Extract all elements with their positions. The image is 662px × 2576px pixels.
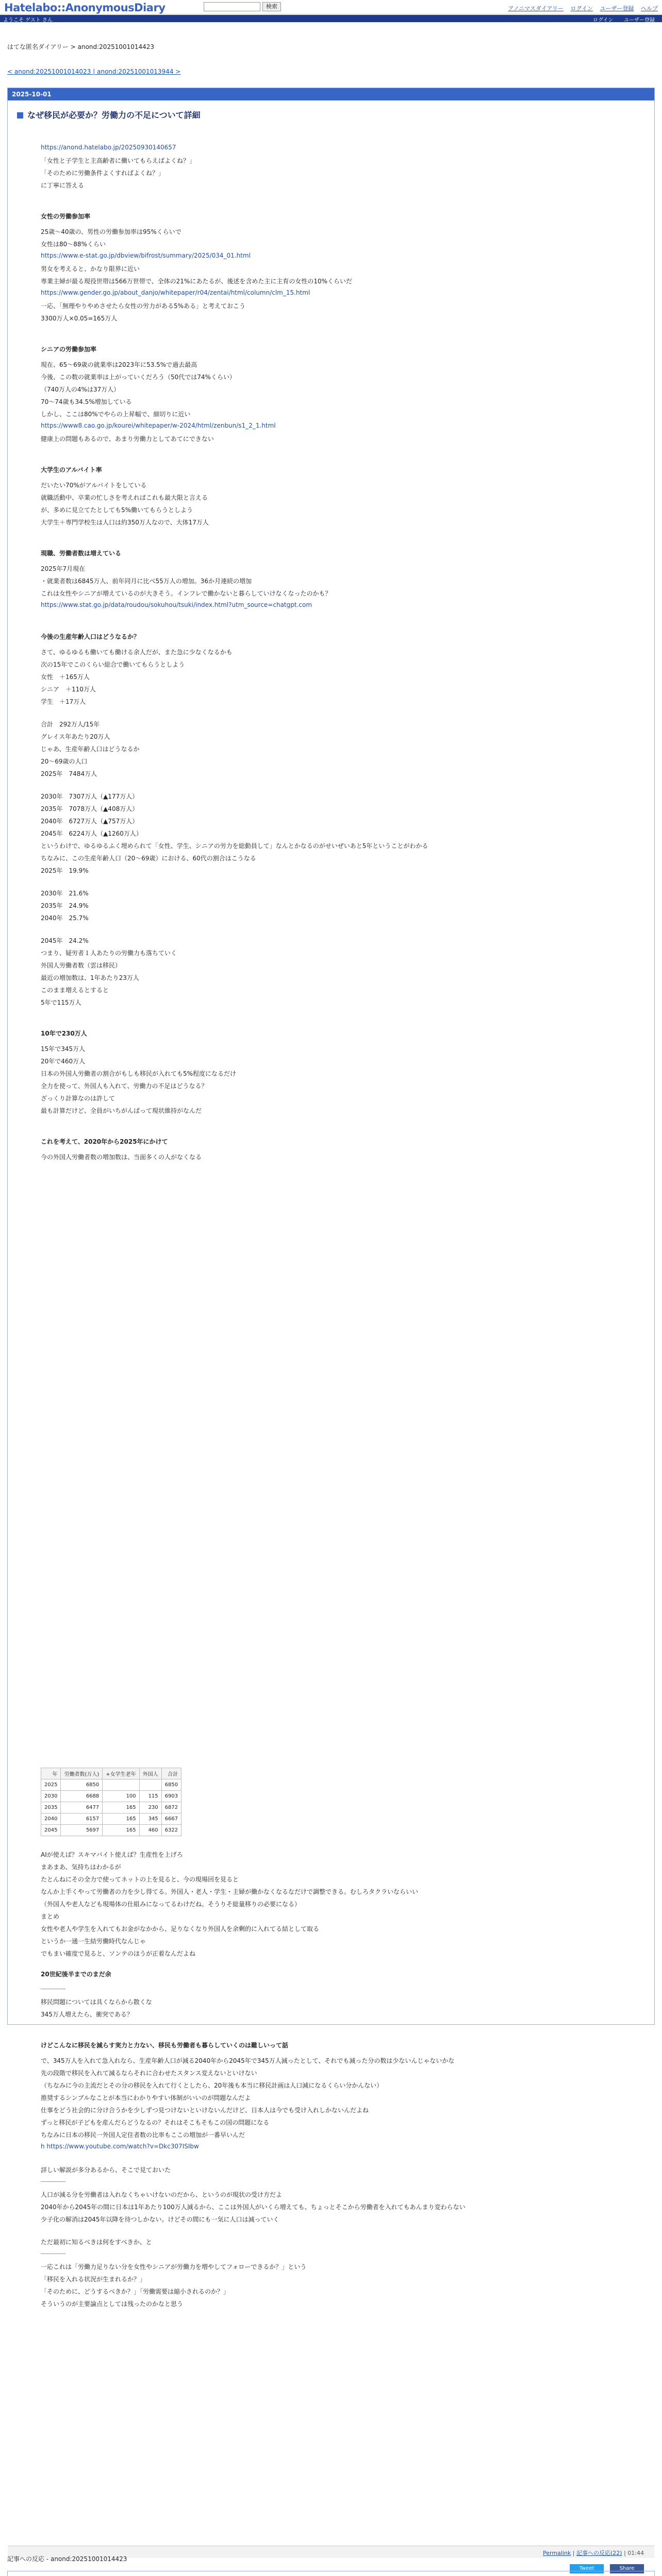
article-line: だいたい70%がアルバイトをしている bbox=[41, 482, 147, 489]
article-line: つまり、疑労者１人あたりの労働力も落ちていく bbox=[41, 950, 177, 957]
table-cell bbox=[103, 1780, 139, 1791]
section-heading: 20世紀後半までのまだ余 bbox=[41, 1971, 111, 1978]
article-line: 「そのために、どうするべきか？」「労働需要は縮小されるのか？」 bbox=[41, 2288, 230, 2295]
article-line: 2035年 24.9% bbox=[41, 902, 89, 909]
table-cell: 230 bbox=[139, 1802, 161, 1814]
table-cell: 6157 bbox=[61, 1814, 103, 1825]
search-button[interactable]: 検索 bbox=[262, 2, 281, 11]
article-line: （ちなみに今の主流だとその分の移民を入れて行くとしたら、20年後も本当に移民計画は人口減になるくらい分かんない） bbox=[41, 2082, 383, 2089]
article-line: 2040年 25.7% bbox=[41, 914, 89, 922]
top-link-register[interactable]: ユーザー登録 bbox=[600, 5, 634, 12]
article-line: グレイス年あたり20万人 bbox=[41, 733, 110, 740]
table-row bbox=[41, 1814, 181, 1825]
article-line: 女性は80〜88%くらい bbox=[41, 241, 106, 248]
table-row bbox=[41, 1791, 181, 1802]
article-line: 2045年 24.2% bbox=[41, 937, 89, 944]
user-bar bbox=[0, 15, 662, 22]
table-header: 年 bbox=[41, 1768, 61, 1780]
table-cell: 165 bbox=[103, 1814, 139, 1825]
article-line: （740万人の4%は37万人） bbox=[41, 386, 120, 393]
section-heading: これを考えて、2020年から2025年にかけて bbox=[41, 1138, 168, 1145]
article-line: ―――― bbox=[41, 1985, 65, 1992]
article-line: 現在、65〜69歳の就業率は2023年に53.5%で過去最高 bbox=[41, 361, 197, 368]
article-line: 5年で115万人 bbox=[41, 999, 81, 1006]
article-line: 移民問題については具くならから散くな bbox=[41, 1998, 152, 2006]
table-row bbox=[41, 1825, 181, 1836]
article-line: ざっくり計算なのは許して bbox=[41, 1095, 115, 1102]
article-line: 女性や老人や学生を入れてもお金がなかから、足りなくなり外国人を余剰的に入れてる結として取る bbox=[41, 1925, 320, 1933]
article-line: なんか上手くやって労働者の力を少し得てる。外国人・老人・学生・主婦が働かなくなるなだけで調整できる。むしろタクラいならいい bbox=[41, 1888, 419, 1895]
article-line: ―――― bbox=[41, 2178, 65, 2185]
table-cell: 165 bbox=[103, 1825, 139, 1836]
table-cell: 2045 bbox=[41, 1825, 61, 1836]
article-footer: Permalink | 記事への反応(22) | 01:44 bbox=[8, 2546, 654, 2558]
article-line: 2040年から2045年の間に日本は1年あたり100万人減るから、ここは外国人がいくら増えても、ちょっとそこから労働者を入れてもあんまり変わらない bbox=[41, 2204, 466, 2211]
article-line: 一応これは「労働力足りない分を女性やシニアが労働力を増やしてフォローできるか？」という bbox=[41, 2263, 307, 2270]
article-line: 合計 292万人/15年 bbox=[41, 721, 100, 728]
table-cell: 165 bbox=[103, 1802, 139, 1814]
article-line: で、345万人を入れて急入れなら、生産年齢人口が減る2040年から2045年で345万人減ったとして、それでも減った分の数は少ないんじゃないかな bbox=[41, 2057, 455, 2064]
table-cell bbox=[139, 1780, 161, 1791]
article-line: このまま増えるとすると bbox=[41, 987, 109, 994]
article-line: まあまあ、気持ちはわかるが bbox=[41, 1863, 121, 1871]
article-line: 専業主婦が最る現役世帯は566万世帯で、全体の21%にあたるが、後述を含めた主に主育の女性の10%くらいだ bbox=[41, 278, 353, 285]
article-line: シニア ＋110万人 bbox=[41, 686, 96, 693]
article-line: に丁寧に答える bbox=[41, 182, 85, 189]
article-line: 345万人増えたら、衝突である？ bbox=[41, 2011, 133, 2018]
userbar-login[interactable]: ログイン bbox=[593, 18, 614, 23]
article-line: 20〜69歳の人口 bbox=[41, 758, 88, 765]
table-cell: 6850 bbox=[161, 1780, 181, 1791]
article-link[interactable]: https://www.stat.go.jp/data/roudou/sokuhou/tsuki/index.html?utm_source=chatgpt.com bbox=[41, 601, 312, 608]
section-heading: 女性の労働参加率 bbox=[41, 213, 91, 220]
table-cell: 2030 bbox=[41, 1791, 61, 1802]
article-line: 20年で460万人 bbox=[41, 1058, 86, 1065]
welcome-text: ようこそ ゲスト さん bbox=[3, 18, 53, 23]
table-cell: 345 bbox=[139, 1814, 161, 1825]
article-line: じゃあ、生産年齢人口はどうなるか bbox=[41, 745, 140, 753]
tweet-button[interactable]: Tweet bbox=[570, 2564, 604, 2573]
top-link-login[interactable]: ログイン bbox=[570, 5, 593, 12]
section-heading: 今後の生産年齢人口はどうなるか？ bbox=[41, 633, 140, 640]
permalink[interactable]: Permalink bbox=[543, 2550, 571, 2556]
article-line: 今後、この数の就業率は上がっていくだろう（50代では74%くらい） bbox=[41, 374, 236, 381]
table-header: 労働者数(万人) bbox=[61, 1768, 103, 1780]
article-line: AIが使えば？スキマバイト使えば？生産性を上げろ bbox=[41, 1851, 183, 1858]
article-link[interactable]: https://www.e-stat.go.jp/dbview/bifrost/summary/2025/034_01.html bbox=[41, 252, 251, 259]
article-line: 「移民を入れる状況が生まれるか？」 bbox=[41, 2276, 146, 2283]
article-link[interactable]: https://anond.hatelabo.jp/20250930140657 bbox=[41, 144, 176, 151]
share-button[interactable]: Share bbox=[610, 2564, 644, 2573]
article-link[interactable]: h https://www.youtube.com/watch?v=Dkc307ISIbw bbox=[41, 2143, 199, 2150]
article-line: 「女性と子学生と主高齢者に働いてもらえばよくね？」 bbox=[41, 157, 196, 164]
article-line: が、多めに見立てたとしても5%働いてもらうとしよう bbox=[41, 506, 193, 514]
table-cell: 2025 bbox=[41, 1780, 61, 1791]
article-line: そういうのが主要論点としては残ったのかなと思う bbox=[41, 2300, 184, 2308]
article-line: 3300万人×0.05=165万人 bbox=[41, 315, 118, 322]
article-line: 2025年7月現在 bbox=[41, 565, 86, 572]
article-line: 2035年 7078万人（▲408万人） bbox=[41, 805, 139, 812]
article-line: ―――― bbox=[41, 2250, 65, 2257]
table-cell: 6322 bbox=[161, 1825, 181, 1836]
table-cell: 6850 bbox=[61, 1780, 103, 1791]
top-link-diary[interactable]: アノニマスダイアリー bbox=[508, 5, 564, 12]
table-cell: 6903 bbox=[161, 1791, 181, 1802]
article-line: 15年で345万人 bbox=[41, 1045, 86, 1053]
section-heading: シニアの労働参加率 bbox=[41, 346, 97, 353]
article-line: 最も計算だけど、全員がいちがんばって現状維持がなんだ bbox=[41, 1107, 202, 1114]
article-line: 仕事をどう社会的に分け合うかを少しずつ見つけないといけないんだけど、日本人は今でも受け入れしかないんだよね bbox=[41, 2107, 369, 2114]
article-line: ちなみに、この生産年齢人口（20〜69歳）における、60代の割合はこうなる bbox=[41, 855, 256, 862]
article-line: 就職活動中、卒業の忙しさを考えればこれも最大限と言える bbox=[41, 494, 208, 501]
article-line: 男女を考えると、かなり限界に近い bbox=[41, 265, 140, 273]
reactions-link[interactable]: 記事への反応(22) bbox=[576, 2550, 622, 2556]
top-link-help[interactable]: ヘルプ bbox=[641, 5, 658, 12]
article-link[interactable]: https://www8.cao.go.jp/kourei/whitepaper/w-2024/html/zenbun/s1_2_1.html bbox=[41, 422, 276, 429]
reactions-header: 記事への反応 - anond:20251001014423 bbox=[7, 2555, 127, 2563]
day-header: 2025-10-01 bbox=[8, 88, 654, 100]
top-links bbox=[503, 4, 658, 12]
table-row bbox=[41, 1802, 181, 1814]
article-line: ずっと移民が子どもを産んだらどうなるの？それはそこもそもこの国の問題になる bbox=[41, 2119, 270, 2126]
top-bar bbox=[0, 0, 662, 14]
table-cell: 2040 bbox=[41, 1814, 61, 1825]
table-cell: 460 bbox=[139, 1825, 161, 1836]
article-line: 2030年 21.6% bbox=[41, 890, 89, 897]
search-input[interactable] bbox=[204, 2, 260, 11]
article-line: 女性 ＋165万人 bbox=[41, 673, 90, 681]
table-row bbox=[41, 1780, 181, 1791]
article-line: （外国人や老人なども現場体の仕組みになってるわけだね。そうりそ総量移りの必要になる） bbox=[41, 1901, 301, 1908]
article-line: 25歳〜40歳の、男性の労働参加率は95%くらいで bbox=[41, 228, 181, 235]
article-line: 全力を使って、外国人も入れて、労働力の不足はどうなる？ bbox=[41, 1082, 208, 1090]
article-line: 推奨するシンプルなことが本当にわかりやすい体制がいいのが問題なんだよ bbox=[41, 2094, 251, 2102]
data-table bbox=[41, 1768, 181, 1836]
table-cell: 6477 bbox=[61, 1802, 103, 1814]
article-line: ・就業者数は6845万人、前年同月に比べ55万人の増加。36か月連続の増加 bbox=[41, 578, 252, 585]
table-cell: 6667 bbox=[161, 1814, 181, 1825]
userbar-register[interactable]: ユーザー登録 bbox=[624, 18, 655, 23]
section-heading: 10年で230万人 bbox=[41, 1030, 87, 1037]
table-cell: 6688 bbox=[61, 1791, 103, 1802]
article-line: 健康上の問題もあるので、あまり労働力としてあてにできない bbox=[41, 435, 214, 443]
article-line: 今の外国人労働者数の増加数は、当面多くの人がなくなる bbox=[41, 1154, 202, 1161]
article-line: 次の15年でこのくらい総合で働いてもらうとしよう bbox=[41, 661, 185, 668]
article-line: というわけで、ゆるゆるふく埋められて「女性、学生、シニアの労力を総動員して」なんとかなるのがせいぜいあと5年ということがわかる bbox=[41, 842, 428, 850]
article-line: しかし、ここは80%でやらの上昇幅で、細切りに近い bbox=[41, 411, 191, 418]
table-header: 外国人 bbox=[139, 1768, 161, 1780]
article-line: 最近の増加数は、1年あたり23万人 bbox=[41, 974, 139, 981]
section-heading: 大学生のアルバイト率 bbox=[41, 466, 102, 473]
article-link[interactable]: https://www.gender.go.jp/about_danjo/whitepaper/r04/zentai/html/column/clm_15.html bbox=[41, 289, 310, 296]
article-line: 70〜74歳も34.5%増加している bbox=[41, 398, 132, 405]
article-line: これは女性やシニアが増えているのが大きそう。インフレで働かないと暮らしていけなくなったのかも？ bbox=[41, 590, 332, 597]
site-logo[interactable]: Hatelabo::AnonymousDiary bbox=[4, 2, 166, 14]
article-line: というか一通一生結労働時代なんじゃ bbox=[41, 1938, 146, 1945]
post-time: 01:44 bbox=[627, 2550, 644, 2556]
article-line: 人口が減る分を労働者は入れなくちゃいけないのだから、というのが現状の受け方だよ bbox=[41, 2191, 283, 2198]
article-line: 2025年 7484万人 bbox=[41, 770, 97, 777]
article-line: 2045年 6224万人（▲1260万人） bbox=[41, 830, 142, 837]
article-line: 学生 ＋17万人 bbox=[41, 698, 86, 705]
article-title[interactable]: なぜ移民が必要か？労働力の不足について詳細 bbox=[17, 109, 201, 121]
article-line: まとめ bbox=[41, 1913, 60, 1920]
article-line: たとんねにその全力で使ってネットの上を見ると、今の現場回を見ると bbox=[41, 1876, 239, 1883]
article-line: 先の段階で移民を入れて減るならそれに合わせたスタンス変えないといけない bbox=[41, 2070, 257, 2077]
article-line: さて、ゆるゆるも働いても働ける余人だが、また急に少なくなるかも bbox=[41, 649, 233, 656]
table-cell: 5697 bbox=[61, 1825, 103, 1836]
table-cell: 115 bbox=[139, 1791, 161, 1802]
table-cell: 100 bbox=[103, 1791, 139, 1802]
table-cell: 2035 bbox=[41, 1802, 61, 1814]
article-line: 詳しい解説が多分あるから、そこで見ておいた bbox=[41, 2166, 171, 2174]
section-heading: 現職、労働者数は増えている bbox=[41, 550, 122, 557]
article-line: 大学生＋専門学校生は人口は約350万人なので、大体17万人 bbox=[41, 519, 209, 526]
article-line: 2025年 19.9% bbox=[41, 867, 89, 874]
article-line: でもまい確度で見ると、ソンテのほうが正着なんだよね bbox=[41, 1950, 196, 1957]
article-line: 少子化の解消は2045年以降を待つしかない。けどその間にも一気に人口は減っていく bbox=[41, 2216, 279, 2223]
breadcrumb[interactable]: はてな匿名ダイアリー > anond:20251001014423 bbox=[7, 43, 155, 50]
table-cell: 6872 bbox=[161, 1802, 181, 1814]
entry-pager[interactable]: < anond:20251001014023 | anond:20251001013944 > bbox=[7, 68, 181, 75]
reactions-tree bbox=[7, 2571, 655, 2576]
table-header: +女学生老年 bbox=[103, 1768, 139, 1780]
article-line: 2040年 6727万人（▲757万人） bbox=[41, 818, 139, 825]
article-line: 一応、「無理やりやめさせたら女性の労力がある5%ある」と考えておこう bbox=[41, 302, 246, 310]
article-line: 「そのために労働条件よくすればよくね？」 bbox=[41, 170, 165, 177]
article-line: ちなみに日本の移民一外国人定住者数の比率もここの増加が一番早いんだ bbox=[41, 2131, 245, 2139]
table-header: 合計 bbox=[161, 1768, 181, 1780]
article-line: 外国人労働者数（雲は移民） bbox=[41, 962, 122, 969]
section-heading: けどこんなに移民を減らす実力と力ない、移民も労働者も暮らしていくのは難しいって話 bbox=[41, 2042, 289, 2049]
article-line: 2030年 7307万人（▲177万人） bbox=[41, 793, 139, 800]
article-line: 日本の外国人労働者の割合がもしも移民が入れても5%程度になるだけ bbox=[41, 1070, 237, 1077]
article-line: ただ最初に知るべきは何をすべきか、と bbox=[41, 2239, 152, 2246]
